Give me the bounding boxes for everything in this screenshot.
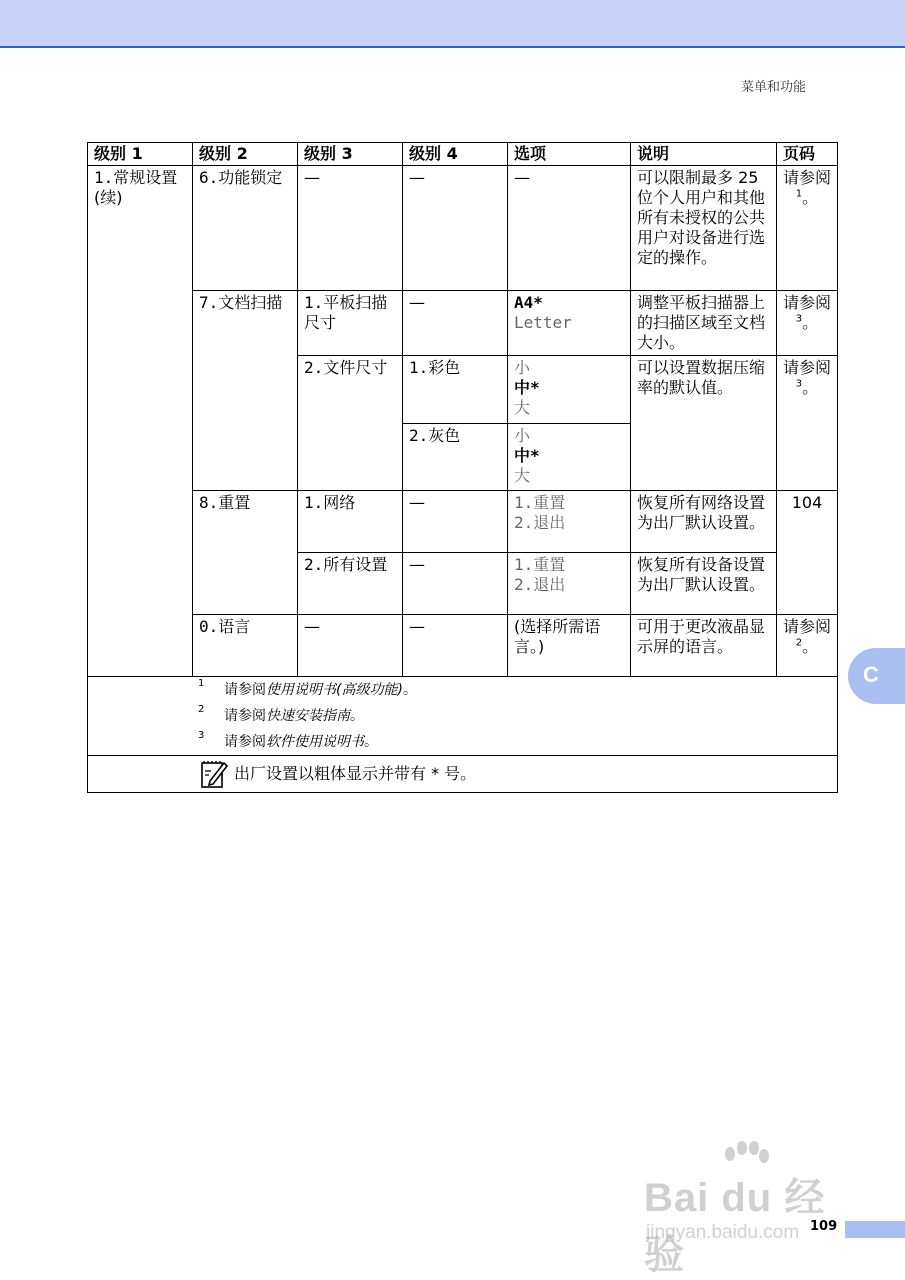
level1-cell [88, 166, 193, 677]
option-item: 2.退出 [514, 575, 566, 594]
page-ref-end: 。 [802, 637, 819, 656]
footnote-title: 使用说明书(高级功能) [266, 682, 403, 698]
level4-cell: — [403, 553, 508, 615]
options-cell: (选择所需语言。) [508, 615, 631, 677]
section-title: 菜单和功能 [740, 80, 806, 95]
level3-network: 1.网络 [298, 491, 403, 553]
level4-cell: — [403, 166, 508, 291]
footnote-number: 2 [198, 704, 205, 715]
table-row [88, 166, 838, 291]
page-number: 109 [810, 1219, 838, 1234]
footnote [88, 729, 837, 755]
option-item: 小 [514, 358, 531, 377]
header-level4: 级别 4 [403, 143, 508, 166]
description-cell: 可用于更改液晶显示屏的语言。 [631, 615, 777, 677]
option-item: 1.重置 [514, 555, 566, 574]
options-cell [508, 491, 631, 553]
footnote-prefix: 请参阅 [224, 734, 266, 750]
level2-language: 0.语言 [193, 615, 298, 677]
header-level3: 级别 3 [298, 143, 403, 166]
footnote-prefix: 请参阅 [224, 708, 266, 724]
page-ref-cell [777, 615, 838, 677]
header-options: 选项 [508, 143, 631, 166]
option-item: 1.重置 [514, 493, 566, 512]
option-default: A4* [514, 293, 543, 312]
option-item: 大 [514, 398, 531, 417]
footnote-suffix: 。 [364, 734, 378, 750]
watermark-url: jingyan.baidu.com [646, 1222, 800, 1243]
description-cell: 可以限制最多 25 位个人用户和其他所有未授权的公共用户对设备进行选定的操作。 [631, 166, 777, 291]
baidu-watermark [640, 1140, 850, 1277]
footnote-number: 1 [198, 678, 205, 689]
level2-function-lock: 6.功能锁定 [193, 166, 298, 291]
footnote-title: 快速安装指南 [266, 708, 350, 724]
table-row [88, 615, 838, 677]
footnotes-cell [88, 677, 838, 756]
page-ref-cell [777, 356, 838, 491]
table-row [88, 491, 838, 553]
appendix-side-tab [848, 648, 905, 704]
page-ref-text: 请参阅 [783, 617, 832, 636]
header-row [88, 143, 838, 166]
level4-cell: — [403, 291, 508, 356]
level3-file-size: 2.文件尺寸 [298, 356, 403, 491]
page-ref-end: 。 [802, 378, 819, 397]
level2-reset: 8.重置 [193, 491, 298, 615]
page-ref-text: 请参阅 [783, 168, 832, 187]
option-item: Letter [514, 313, 572, 332]
description-cell: 调整平板扫描器上的扫描区域至文档大小。 [631, 291, 777, 356]
tip-cell [88, 756, 838, 793]
page-ref-number: 1 [795, 188, 803, 200]
header-description: 说明 [631, 143, 777, 166]
options-cell: — [508, 166, 631, 291]
description-cell: 恢复所有设备设置为出厂默认设置。 [631, 553, 777, 615]
footnote-suffix: 。 [402, 682, 417, 698]
tip-text: 出厂设置以粗体显示并带有 * 号。 [234, 764, 477, 783]
page-ref-number: 3 [795, 378, 803, 390]
note-pencil-icon [200, 759, 228, 789]
level1-label: 1.常规设置 [94, 168, 178, 187]
options-cell [508, 291, 631, 356]
option-item: 小 [514, 426, 531, 445]
menu-table [87, 142, 838, 793]
footnote [88, 703, 837, 729]
page-ref-text: 请参阅 [783, 293, 832, 312]
options-cell [508, 424, 631, 491]
option-default: 中* [514, 378, 540, 397]
footnote-prefix: 请参阅 [224, 682, 266, 698]
page-ref-text: 请参阅 [783, 358, 832, 377]
page-ref-cell [777, 166, 838, 291]
option-item: 2.退出 [514, 513, 566, 532]
top-header-band [0, 0, 905, 48]
page-number-band [845, 1221, 905, 1238]
page-ref-cell [777, 291, 838, 356]
page-ref-number: 2 [795, 637, 803, 649]
footnote [88, 677, 837, 703]
level4-gray: 2.灰色 [403, 424, 508, 491]
page-ref-cell: 104 [777, 491, 838, 615]
level3-cell: — [298, 166, 403, 291]
level3-all-settings: 2.所有设置 [298, 553, 403, 615]
footnotes-row [88, 677, 838, 756]
level2-document-scan: 7.文档扫描 [193, 291, 298, 491]
page-ref-end: 。 [802, 188, 819, 207]
footnote-title: 软件使用说明书 [266, 734, 364, 750]
page-ref-number: 3 [795, 313, 803, 325]
header-page: 页码 [777, 143, 838, 166]
page-ref-end: 。 [802, 313, 819, 332]
footnote-suffix: 。 [350, 708, 364, 724]
watermark-brand: Bai du 经验 [644, 1176, 826, 1277]
options-cell [508, 356, 631, 424]
option-item: 大 [514, 466, 531, 485]
level4-color: 1.彩色 [403, 356, 508, 424]
header-level1: 级别 1 [88, 143, 193, 166]
side-tab-label: C [863, 662, 879, 687]
description-cell: 恢复所有网络设置为出厂默认设置。 [631, 491, 777, 553]
table-row [88, 291, 838, 356]
level4-cell: — [403, 615, 508, 677]
header-level2: 级别 2 [193, 143, 298, 166]
tip-row [88, 756, 838, 793]
level3-cell: — [298, 615, 403, 677]
options-cell [508, 553, 631, 615]
description-cell: 可以设置数据压缩率的默认值。 [631, 356, 777, 491]
footnote-number: 3 [198, 730, 205, 741]
level3-glass-scan-size: 1.平板扫描尺寸 [298, 291, 403, 356]
option-default: 中* [514, 446, 540, 465]
level4-cell: — [403, 491, 508, 553]
level1-continued: (续) [94, 188, 123, 207]
